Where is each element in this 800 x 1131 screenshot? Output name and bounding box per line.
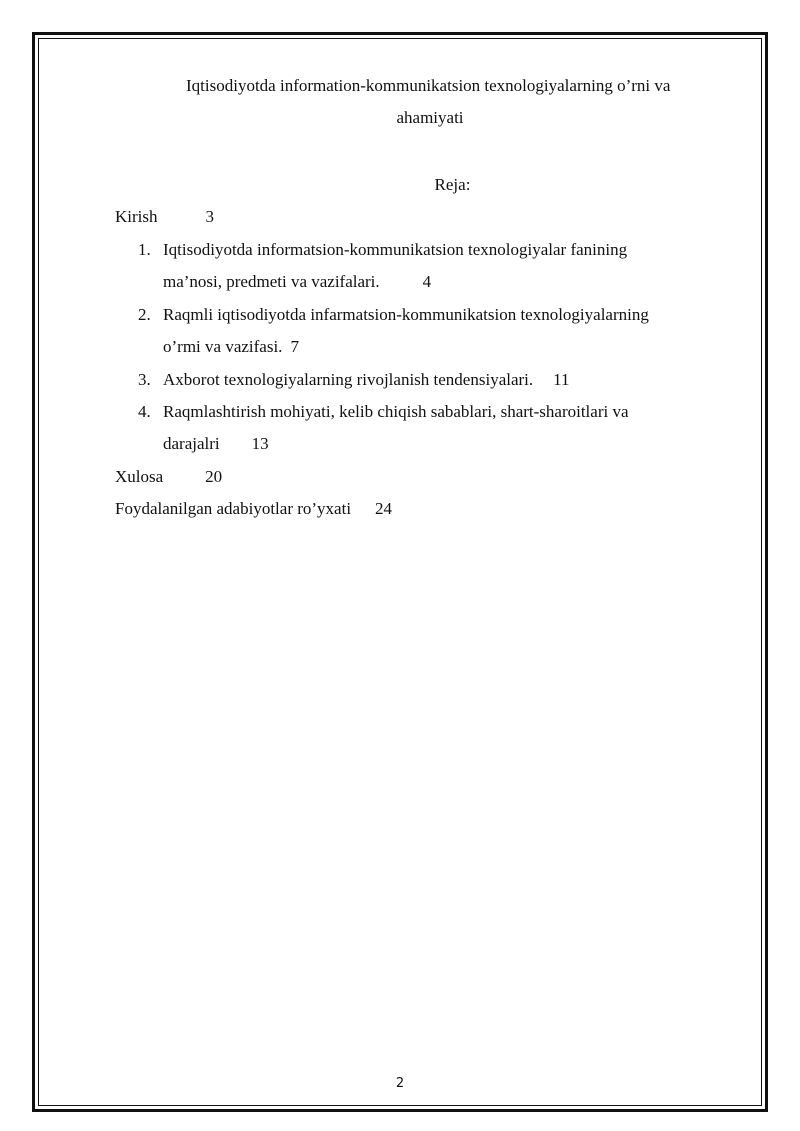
- page-number: 2: [395, 1076, 405, 1091]
- toc-item-3-page: 11: [553, 370, 570, 389]
- toc-item-1-number: 1.: [138, 240, 151, 259]
- toc-item-3-number: 3.: [138, 370, 151, 389]
- toc-item-2-text: o’rmi va vazifasi.: [163, 337, 283, 356]
- document-title-line-1: Iqtisodiyotda information-kommunikatsion texnologiyalarning o’rni va: [186, 76, 671, 95]
- toc-item-3-text: Axborot texnologiyalarning rivojlanish tendensiyalari.: [163, 370, 534, 389]
- toc-item-1-line-1: Iqtisodiyotda informatsion-kommunikatsion texnologiyalar fanining: [163, 240, 628, 259]
- toc-item-2-number: 2.: [138, 305, 151, 324]
- toc-item-1-page: 4: [422, 272, 432, 291]
- toc-item-4-number: 4.: [138, 402, 151, 421]
- document-title-line-2: ahamiyati: [396, 108, 464, 127]
- toc-references-label: Foydalanilgan adabiyotlar ro’yxati: [115, 499, 352, 518]
- toc-references: [115, 499, 392, 519]
- toc-item-3-line-1: [163, 370, 570, 390]
- toc-conclusion: [115, 467, 222, 487]
- toc-intro-page: 3: [205, 207, 214, 226]
- toc-item-4-text: darajalri: [163, 434, 220, 453]
- toc-item-1-line-2: [163, 272, 431, 292]
- plan-heading: Reja:: [434, 175, 471, 194]
- toc-item-2-line-1: Raqmli iqtisodiyotda infarmatsion-kommunikatsion texnologiyalarning: [163, 305, 649, 324]
- toc-item-4-line-2: [163, 434, 269, 454]
- page-border-inner: [38, 38, 762, 1106]
- toc-intro-label: Kirish: [115, 207, 158, 226]
- toc-item-2-line-2: [163, 337, 299, 357]
- toc-references-page: 24: [375, 499, 393, 518]
- toc-item-4-page: 13: [251, 434, 269, 453]
- toc-item-4-line-1: Raqmlashtirish mohiyati, kelib chiqish sabablari, shart-sharoitlari va: [163, 402, 629, 421]
- toc-intro: [115, 207, 214, 227]
- toc-conclusion-page: 20: [205, 467, 223, 486]
- toc-item-2-page: 7: [290, 337, 299, 356]
- toc-item-1-text: ma’nosi, predmeti va vazifalari.: [163, 272, 380, 291]
- toc-conclusion-label: Xulosa: [115, 467, 164, 486]
